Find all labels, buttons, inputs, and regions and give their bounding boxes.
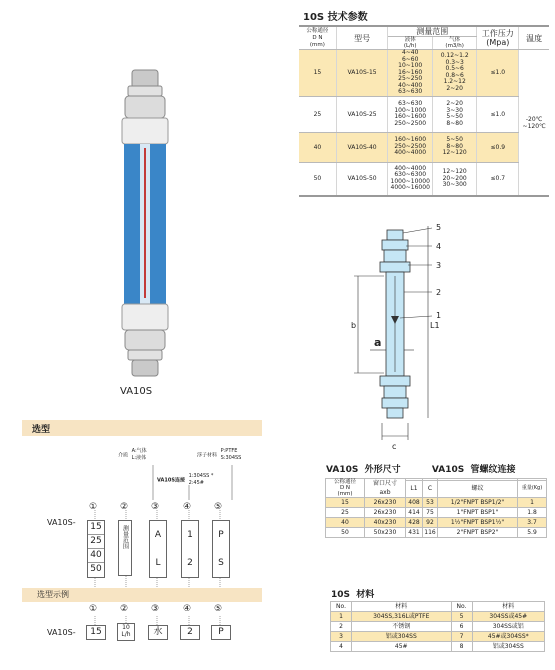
step-1-marker: ① xyxy=(89,604,98,614)
dims-header-thread: 螺纹 xyxy=(438,480,518,497)
spec-row xyxy=(299,50,549,97)
dim-b-label: b xyxy=(351,321,357,330)
dims-title: VA10S 外形尺寸 VA10S 管螺纹连接 xyxy=(326,465,516,475)
example-range: 10 L/h xyxy=(117,623,135,641)
spec-dn: 40 xyxy=(299,132,336,162)
spec-pressure: ≤0.7 xyxy=(477,162,519,196)
dims-header-l1-label: L1 xyxy=(406,480,423,497)
flowmeter-photo xyxy=(110,68,180,378)
spec-temp: -20℃ ~120℃ xyxy=(519,50,549,197)
dn-options-box: 15 25 40 50 xyxy=(87,520,105,578)
circle-row-top xyxy=(89,502,239,514)
dim-c-label: c xyxy=(392,442,397,450)
circle-row-bottom xyxy=(89,604,239,616)
spec-header-model: 型号 xyxy=(336,26,387,50)
step-1-marker: ① xyxy=(89,502,98,512)
spec-pressure: ≤1.0 xyxy=(477,50,519,97)
step-5-marker: ⑤ xyxy=(214,604,223,614)
spec-model: VA10S-25 xyxy=(336,96,387,132)
dims-row: 25 26x230 414 75 1"FNPT BSP1" 1.8 xyxy=(326,508,547,518)
materials-header-row: No. 材料 No. 材料 xyxy=(331,602,545,612)
materials-title: 10S 材料 xyxy=(331,590,375,600)
spec-model: VA10S-40 xyxy=(336,132,387,162)
spec-header-pressure: 工作压力 (Mpa) xyxy=(477,26,519,50)
example-model-prefix: VA10S- xyxy=(47,628,76,637)
spec-liquid: 400~4000 630~6300 1000~10000 4000~16000 xyxy=(388,162,433,196)
spec-header-gas: 气体 (m3/h) xyxy=(433,37,477,50)
spec-row xyxy=(299,96,549,132)
step-4-marker: ④ xyxy=(183,604,192,614)
spec-liquid: 63~630 100~1000 160~1600 250~2500 xyxy=(388,96,433,132)
dims-row: 40 40x230 428 92 1½"FNPT BSP1½" 3.7 xyxy=(326,518,547,528)
dim-l1-label: L1 xyxy=(430,321,440,330)
spec-title: 10S 技术参数 xyxy=(303,12,368,23)
dims-header-weight: 重量(Kg) xyxy=(518,480,547,497)
spec-liquid: 4~40 6~60 10~100 16~160 25~250 40~400 63~630 xyxy=(388,50,433,97)
spec-dn: 25 xyxy=(299,96,336,132)
dims-header-dn: 公称通径 D N (mm) xyxy=(326,479,365,498)
spec-table xyxy=(299,25,549,197)
spec-row xyxy=(299,162,549,196)
spec-row xyxy=(299,132,549,162)
spec-header-range: 测量范围 xyxy=(388,26,477,37)
part-3-label: 3 xyxy=(436,261,442,270)
spec-header-dn: 公称通径 D N (mm) xyxy=(299,26,336,50)
product-label: VA10S xyxy=(120,386,153,397)
connection-annotation: VA10S连接 1:304SS * 2:45# xyxy=(157,473,214,486)
spec-pressure: ≤1.0 xyxy=(477,96,519,132)
material-box: P S xyxy=(212,520,230,578)
selection-band xyxy=(22,420,262,436)
model-prefix: VA10S- xyxy=(47,518,76,527)
part-4-label: 4 xyxy=(436,242,442,251)
part-2-label: 2 xyxy=(436,288,442,297)
spec-gas: 5~50 8~80 12~120 xyxy=(433,132,477,162)
step-3-marker: ③ xyxy=(151,502,160,512)
spec-pressure: ≤0.9 xyxy=(477,132,519,162)
selection-title: 选型 xyxy=(32,425,51,435)
dims-row: 50 50x230 431 116 2"FNPT BSP2" 5.9 xyxy=(326,528,547,538)
material-annotation: 浮子材料 P:PTFE S:304SS xyxy=(197,448,242,461)
spec-dn: 50 xyxy=(299,162,336,196)
range-box: 测量范围 xyxy=(118,520,132,576)
spec-gas: 0.12~1.2 0.3~3 0.5~6 0.8~6 1.2~12 2~20 xyxy=(433,50,477,97)
example-material: P xyxy=(211,625,231,640)
medium-annotation: 介质 A:气体 L:液体 xyxy=(118,448,147,461)
spec-model: VA10S-50 xyxy=(336,162,387,196)
step-3-marker: ③ xyxy=(151,604,160,614)
example-title: 选型示例 xyxy=(37,590,69,599)
step-5-marker: ⑤ xyxy=(214,502,223,512)
spec-header-temp: 温度 xyxy=(519,26,549,50)
materials-table xyxy=(330,601,545,652)
medium-box: A L xyxy=(149,520,167,578)
spec-liquid: 160~1600 250~2500 400~4000 xyxy=(388,132,433,162)
spec-header-liquid: 液体 (L/h) xyxy=(388,37,433,50)
spec-gas: 12~120 20~200 30~300 xyxy=(433,162,477,196)
dimension-diagram xyxy=(340,218,460,450)
materials-row: 3 铝或304SS 7 45#或304SS* xyxy=(331,632,545,642)
materials-row: 4 45# 8 铝或304SS xyxy=(331,642,545,652)
dims-row: 15 26x230 408 53 1/2"FNPT BSP1/2" 1 xyxy=(326,498,547,508)
spec-model: VA10S-15 xyxy=(336,50,387,97)
dims-header-window: 窗口尺寸 axb xyxy=(365,479,406,498)
materials-row: 2 不锈钢 6 304SS或铝 xyxy=(331,622,545,632)
step-4-marker: ④ xyxy=(183,502,192,512)
example-connection: 2 xyxy=(180,625,200,640)
dims-header-c-label: C xyxy=(423,480,438,497)
materials-row: 1 304SS,316L或PTFE 5 304SS或45# xyxy=(331,612,545,622)
example-dn: 15 xyxy=(86,625,106,640)
example-medium: 水 xyxy=(148,625,168,640)
step-2-marker: ② xyxy=(120,502,129,512)
connection-box: 1 2 xyxy=(181,520,199,578)
dim-a-label: a xyxy=(374,336,382,349)
part-5-label: 5 xyxy=(436,223,442,232)
step-2-marker: ② xyxy=(120,604,129,614)
spec-gas: 2~20 3~30 5~50 8~80 xyxy=(433,96,477,132)
dims-table xyxy=(325,478,547,538)
part-1-label: 1 xyxy=(436,311,442,320)
spec-dn: 15 xyxy=(299,50,336,97)
